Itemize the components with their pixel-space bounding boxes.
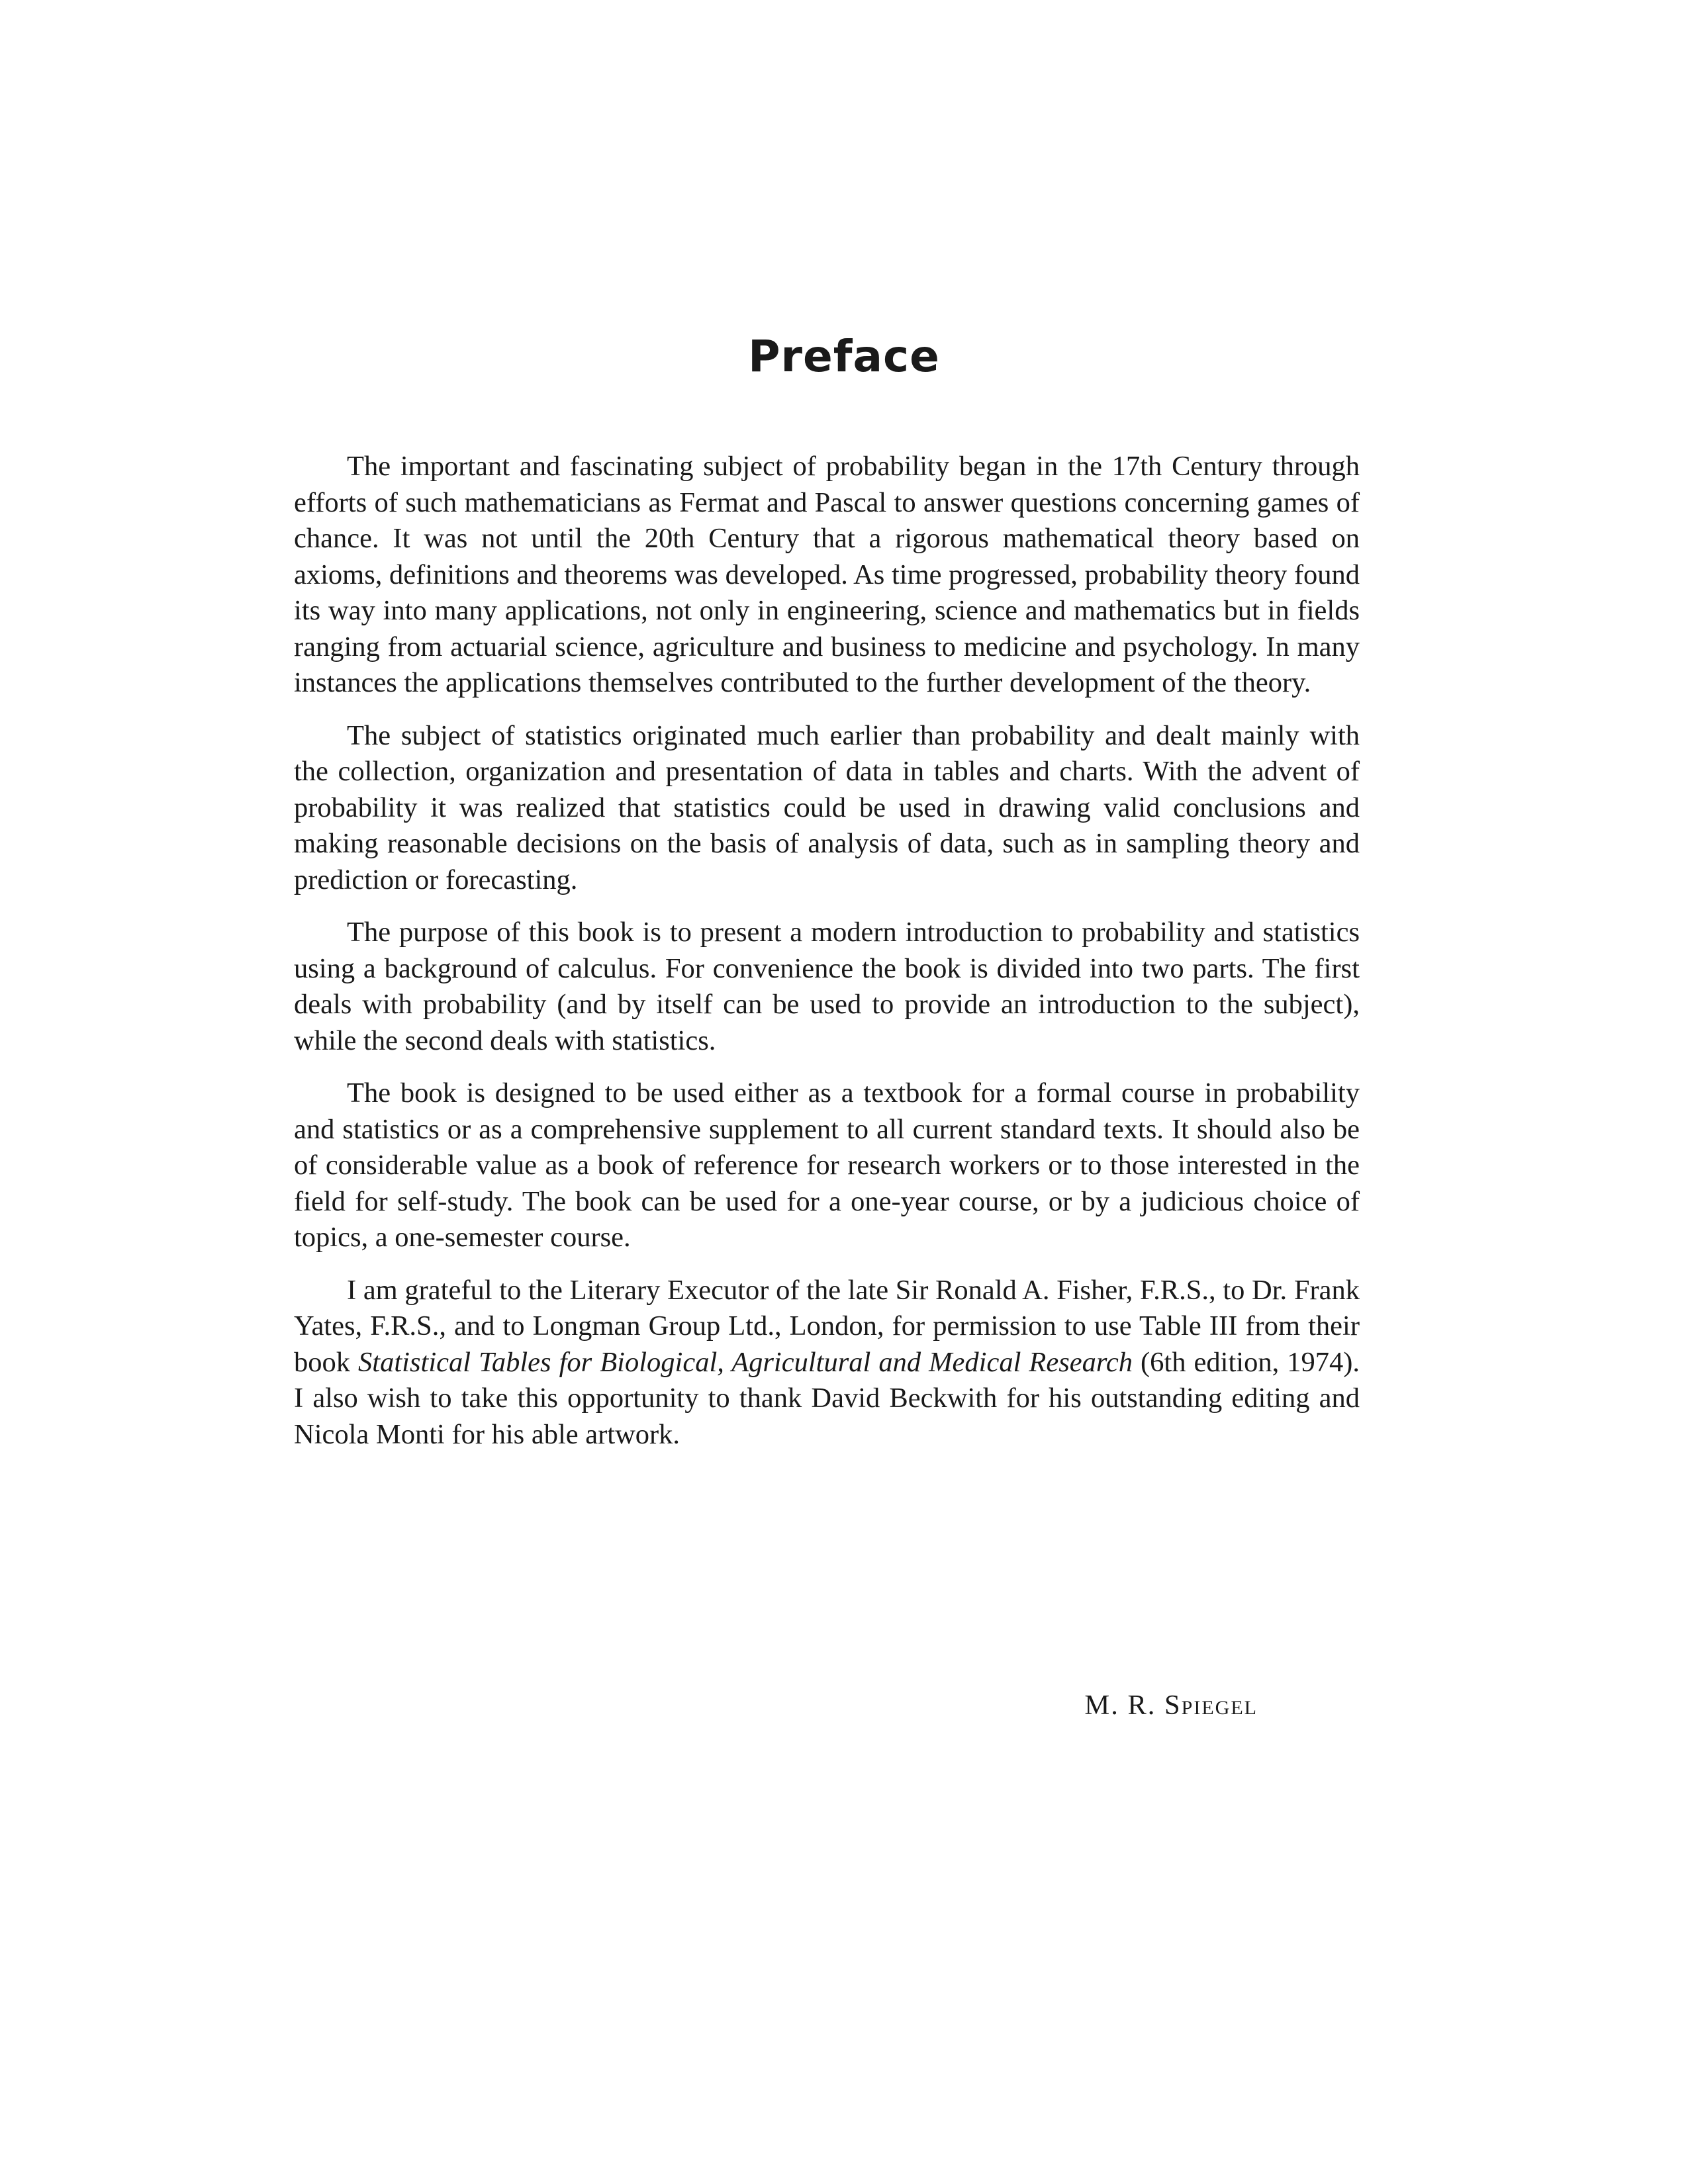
paragraph-book-usage: The book is designed to be used either as a textbook for a formal course in probability and statistics or as a comprehensive supplement to all current standard texts. It should also be of considerable value as a book of reference for research workers or to those interested in the field for self-study. The book can be used for a one-year course, or by a judicious choice of topics, a one-semester course. <box>294 1077 1360 1253</box>
paragraph-acknowledgements <box>294 1273 1360 1453</box>
paragraph-probability-history: The important and fascinating subject of probability began in the 17th Century through efforts of such mathematicians as Fermat and Pascal to answer questions concerning games of chance. It was not until the 20th Century that a rigorous mathematical theory based on axioms, definitions and theorems was developed. As time progressed, probability theory found its way into many applications, not only in engineering, science and mathematics but in fields ranging from actuarial science, agriculture and business to medicine and psychology. In many instances the applications themselves contributed to the further development of the theory. <box>294 451 1360 698</box>
acknowledgements-text-start: I am grateful to the Literary Executor of the late Sir Ronald A. Fisher, F.R.S., to Dr. Frank Yates, F.R.S., and to Longman Group Ltd., London, for permission to use Table III from their book <box>294 1274 1360 1378</box>
cited-book-title: Statistical Tables for Biological, Agricultural and Medical Research <box>358 1346 1133 1378</box>
author-signature: M. R. Spiegel <box>1084 1690 1258 1721</box>
acknowledgements-text-end: (6th edition, 1974). I also wish to take this opportunity to thank David Beckwith for his outstanding editing and Nicola Monti for his able artwork. <box>294 1346 1360 1450</box>
page-title: Preface <box>748 331 940 382</box>
paragraph-statistics-history: The subject of statistics originated much earlier than probability and dealt mainly with the collection, organization and presentation of data in tables and charts. With the advent of probability it was realized that statistics could be used in drawing valid conclusions and making reasonable decisions on the basis of analysis of data, such as in sampling theory and prediction or forecasting. <box>294 719 1360 895</box>
preface-body <box>294 449 1360 1453</box>
paragraph-book-purpose: The purpose of this book is to present a modern introduction to probability and statistics using a background of calculus. For convenience the book is divided into two parts. The first deals with probability (and by itself can be used to provide an introduction to the subject), while the second deals with statistics. <box>294 917 1360 1056</box>
